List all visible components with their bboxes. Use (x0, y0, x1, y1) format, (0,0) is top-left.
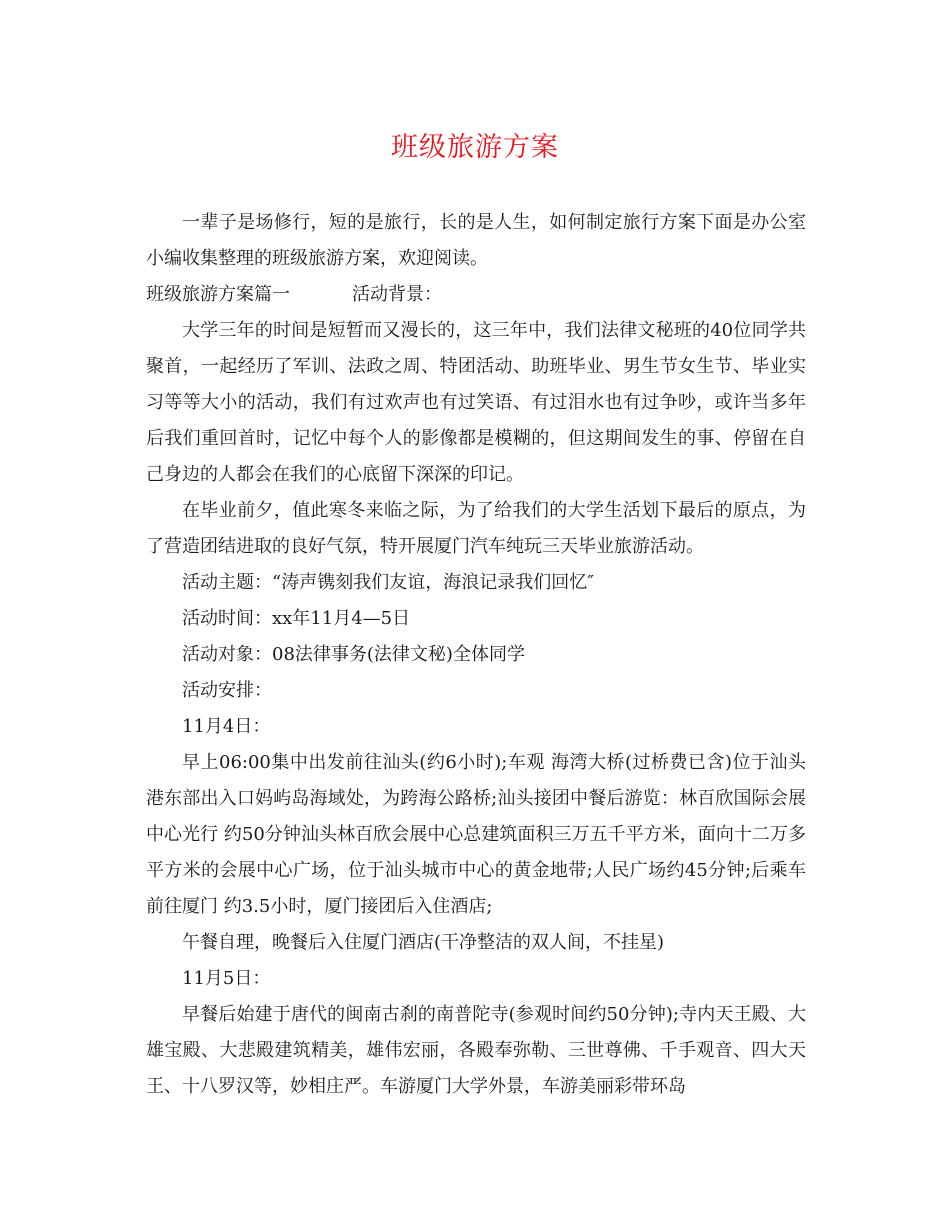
day1-label: 11月4日： (182, 716, 271, 737)
day2-paragraph-1: 早餐后始建于唐代的闽南古刹的南普陀寺(参观时间约50分钟);寺内天王殿、大雄宝殿、大悲殿建筑精美，雄伟宏丽，各殿奉弥勒、三世尊佛、千手观音、四大天王、十八罗汉等，妙相庄严。车游厦门大学外景，车游美丽彩带环岛 (146, 1004, 806, 1097)
day1-paragraph-1: 早上06:00集中出发前往汕头(约6小时);车观 海湾大桥(过桥费已含)位于汕头港东部出入口妈屿岛海域处，为跨海公路桥;汕头接团中餐后游览：林百欣国际会展中心光行 约50分钟汕头林百欣会展中心总建筑面积三万五千平方米，面向十二万多平方米的会展中心广场，位于汕头城市中心的黄金地带;人民广场约45分钟;后乘车前往厦门 约3.5小时，厦门接团后入住酒店; (146, 752, 806, 917)
activity-target: 活动对象：08法律事务(法律文秘)全体同学 (182, 644, 525, 665)
day1-paragraph-2: 午餐自理，晚餐后入住厦门酒店(干净整洁的双人间，不挂星) (182, 932, 665, 953)
intro-paragraph: 一辈子是场修行，短的是旅行，长的是人生，如何制定旅行方案下面是办公室小编收集整理的班级旅游方案，欢迎阅读。 (146, 212, 806, 269)
activity-theme: 活动主题：“涛声镌刻我们友谊，海浪记录我们回忆″ (182, 572, 594, 593)
section-heading: 班级旅游方案篇一 (146, 284, 290, 305)
activity-time: 活动时间：xx年11月4—5日 (182, 608, 411, 629)
background-paragraph-1: 大学三年的时间是短暂而又漫长的，这三年中，我们法律文秘班的40位同学共聚首，一起经历了军训、法政之周、特团活动、助班毕业、男生节女生节、毕业实习等等大小的活动，我们有过欢声也有过笑语、有过泪水也有过争吵，或许当多年后我们重回首时，记忆中每个人的影像都是模糊的，但这期间发生的事、停留在自己身边的人都会在我们的心底留下深深的印记。 (146, 320, 806, 485)
background-paragraph-2: 在毕业前夕，值此寒冬来临之际，为了给我们的大学生活划下最后的原点，为了营造团结进取的良好气氛，特开展厦门汽车纯玩三天毕业旅游活动。 (146, 500, 806, 557)
schedule-label: 活动安排： (182, 680, 272, 701)
page-title: 班级旅游方案 (391, 132, 559, 163)
document-body (146, 205, 806, 1105)
day2-label: 11月5日： (182, 968, 271, 989)
background-label: 活动背景： (352, 284, 442, 305)
section-heading-line (146, 277, 806, 313)
